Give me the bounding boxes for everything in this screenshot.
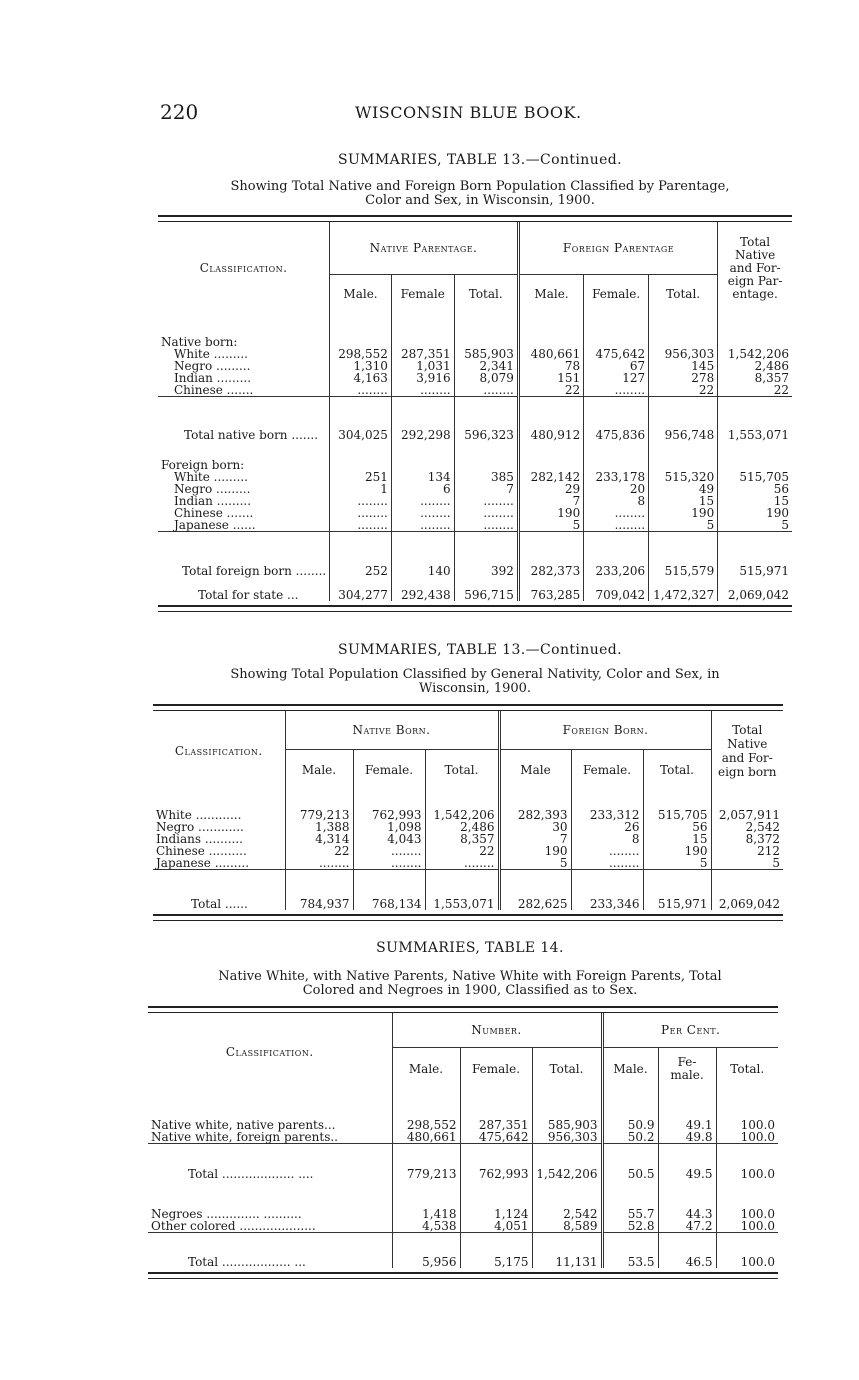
data-cell: 100.0: [716, 1091, 778, 1131]
data-cell: 515,705: [718, 471, 792, 483]
page-number: 220: [160, 100, 199, 124]
data-cell: 475,836: [584, 397, 649, 441]
data-cell: 282,625: [499, 870, 571, 910]
total-header: Total.: [532, 1047, 602, 1091]
data-cell: 8,357: [718, 372, 792, 384]
data-cell: 709,042: [584, 577, 649, 601]
row-label: Native white, native parents...: [151, 1118, 336, 1132]
female-header: Female.: [353, 749, 425, 791]
data-cell: 1,542,206: [718, 348, 792, 360]
data-cell: 298,552: [330, 348, 392, 360]
data-cell: 22: [718, 384, 792, 397]
data-cell: 304,025: [330, 397, 392, 441]
data-cell: 1,418: [392, 1180, 460, 1220]
data-cell: 67: [584, 360, 649, 372]
data-cell: 1,472,327: [649, 577, 718, 601]
data-cell: [584, 441, 649, 471]
data-cell: 22: [285, 845, 353, 857]
data-cell: [718, 314, 792, 348]
data-cell: 26: [571, 821, 643, 833]
data-cell: 4,163: [330, 372, 392, 384]
data-cell: 515,579: [649, 531, 718, 577]
male-header: Male.: [285, 749, 353, 791]
data-cell: 140: [391, 531, 454, 577]
data-cell: 29: [518, 483, 583, 495]
data-cell: 956,303: [532, 1131, 602, 1144]
data-cell: [718, 441, 792, 471]
data-cell: ........: [425, 857, 499, 870]
table-bottom-rule: [153, 914, 783, 921]
data-cell: 304,277: [330, 577, 392, 601]
data-cell: 8: [571, 833, 643, 845]
data-cell: 8,589: [532, 1220, 602, 1233]
foreign-female-header: Female.: [571, 749, 643, 791]
data-cell: 2,542: [711, 821, 783, 833]
data-cell: [454, 314, 518, 348]
table-row: [158, 519, 792, 532]
row-label: Chinese .......: [174, 505, 254, 520]
data-cell: ........: [454, 519, 518, 532]
data-cell: 190: [518, 507, 583, 519]
data-cell: 52.8: [602, 1220, 658, 1233]
table-row: [153, 857, 783, 870]
data-cell: 292,438: [391, 577, 454, 601]
table-bottom-rule: [148, 1272, 778, 1279]
row-label: Negro ............: [156, 820, 244, 834]
data-cell: ........: [353, 845, 425, 857]
classification-header: Classification.: [174, 744, 263, 758]
data-cell: 190: [499, 845, 571, 857]
data-cell: ........: [353, 857, 425, 870]
data-cell: 515,320: [649, 471, 718, 483]
data-cell: 20: [584, 483, 649, 495]
row-label: Indian .........: [174, 371, 252, 385]
data-cell: 4,051: [460, 1220, 532, 1233]
foreign-total-header: Total.: [643, 749, 711, 791]
hdr-line: Total: [740, 234, 771, 249]
data-cell: 475,642: [460, 1131, 532, 1144]
data-cell: 2,486: [718, 360, 792, 372]
row-label: Chinese ..........: [156, 844, 247, 858]
data-cell: 515,971: [643, 870, 711, 910]
row-label: Foreign born:: [161, 457, 245, 472]
table-row: [148, 1232, 778, 1268]
data-cell: 2,069,042: [718, 577, 792, 601]
male-header: Male.: [392, 1047, 460, 1091]
row-label: White .........: [174, 347, 248, 361]
data-cell: 233,178: [584, 471, 649, 483]
per-cent-total-header: Total.: [716, 1047, 778, 1091]
table-row: [158, 507, 792, 519]
data-cell: [391, 314, 454, 348]
data-cell: 515,971: [718, 531, 792, 577]
data-cell: 30: [499, 821, 571, 833]
data-cell: ........: [391, 507, 454, 519]
data-cell: 2,486: [425, 821, 499, 833]
per-cent-female-header: [658, 1047, 716, 1091]
data-cell: 233,312: [571, 791, 643, 821]
data-cell: 50.2: [602, 1131, 658, 1144]
table-row: [148, 1220, 778, 1233]
data-cell: ........: [391, 384, 454, 397]
data-cell: 956,748: [649, 397, 718, 441]
row-label: Other colored ....................: [151, 1218, 316, 1233]
data-cell: 11,131: [532, 1232, 602, 1268]
total-header: Total.: [454, 274, 518, 314]
data-cell: ........: [285, 857, 353, 870]
data-cell: 5: [649, 519, 718, 532]
row-label: Total for state ...: [198, 588, 299, 602]
data-cell: 49.1: [658, 1091, 716, 1131]
data-cell: 779,213: [285, 791, 353, 821]
data-cell: 6: [391, 483, 454, 495]
data-cell: 22: [649, 384, 718, 397]
data-cell: 1,388: [285, 821, 353, 833]
table-row: [148, 1180, 778, 1220]
data-cell: 49.8: [658, 1131, 716, 1144]
data-cell: 4,043: [353, 833, 425, 845]
data-cell: 8: [584, 495, 649, 507]
data-cell: 5,956: [392, 1232, 460, 1268]
data-cell: 190: [643, 845, 711, 857]
foreign-total-header: Total.: [649, 274, 718, 314]
data-cell: 292,298: [391, 397, 454, 441]
data-cell: 56: [718, 483, 792, 495]
data-cell: 475,642: [584, 348, 649, 360]
data-cell: ........: [330, 507, 392, 519]
data-cell: 233,346: [571, 870, 643, 910]
data-cell: [584, 314, 649, 348]
data-cell: 8,079: [454, 372, 518, 384]
data-cell: 100.0: [716, 1220, 778, 1233]
data-cell: 1,542,206: [532, 1144, 602, 1180]
hdr-line: eign Par-: [727, 273, 783, 288]
table-row: [158, 372, 792, 384]
table-row: [158, 495, 792, 507]
data-cell: 8,372: [711, 833, 783, 845]
section1-top-rule: [158, 215, 792, 222]
hdr-line: entage.: [732, 286, 778, 301]
table-row: [153, 791, 783, 821]
data-cell: 1,542,206: [425, 791, 499, 821]
hdr-line: and For-: [721, 751, 773, 765]
data-cell: 5,175: [460, 1232, 532, 1268]
table-13-parentage-body: [158, 314, 792, 601]
data-cell: ........: [330, 384, 392, 397]
hdr-line: eign born: [717, 765, 777, 779]
section3-top-rule: [148, 1006, 778, 1013]
data-cell: 1,031: [391, 360, 454, 372]
data-cell: 100.0: [716, 1232, 778, 1268]
data-cell: 50.9: [602, 1091, 658, 1131]
foreign-male-header: Male: [499, 749, 571, 791]
data-cell: ........: [391, 519, 454, 532]
native-parentage-header: Native Parentage.: [330, 222, 519, 274]
data-cell: 56: [643, 821, 711, 833]
data-cell: 956,303: [649, 348, 718, 360]
row-label: Japanese ......: [174, 517, 256, 532]
data-cell: 779,213: [392, 1144, 460, 1180]
data-cell: 8,357: [425, 833, 499, 845]
data-cell: 5: [718, 519, 792, 532]
foreign-female-header: Female.: [584, 274, 649, 314]
total-native-foreign-header: [718, 222, 792, 314]
data-cell: 385: [454, 471, 518, 483]
data-cell: 2,069,042: [711, 870, 783, 910]
data-cell: 1: [330, 483, 392, 495]
table-row: [158, 397, 792, 441]
data-cell: 2,341: [454, 360, 518, 372]
data-cell: 190: [718, 507, 792, 519]
table-14-sex-body: [148, 1091, 778, 1268]
data-cell: [518, 441, 583, 471]
data-cell: 1,098: [353, 821, 425, 833]
data-cell: 46.5: [658, 1232, 716, 1268]
data-cell: 78: [518, 360, 583, 372]
foreign-parentage-header: Foreign Parentage: [518, 222, 717, 274]
data-cell: ........: [454, 384, 518, 397]
data-cell: [649, 314, 718, 348]
hdr-line: and For-: [729, 260, 781, 275]
hdr-line: Total: [732, 723, 763, 737]
data-cell: 392: [454, 531, 518, 577]
row-label: Negroes .............. ..........: [151, 1206, 302, 1221]
female-header: Female.: [460, 1047, 532, 1091]
row-label: Indian .........: [174, 493, 252, 508]
table-row: [158, 531, 792, 577]
female-header: Female: [391, 274, 454, 314]
data-cell: 287,351: [460, 1091, 532, 1131]
data-cell: 1,310: [330, 360, 392, 372]
hdr-line: Native: [727, 737, 768, 751]
classification-header: Classification.: [225, 1045, 314, 1059]
table-13-nativity: [153, 711, 783, 910]
row-label: Japanese .........: [156, 856, 250, 870]
table-row: [158, 577, 792, 601]
table-row: [158, 384, 792, 397]
male-header: Male.: [330, 274, 392, 314]
data-cell: 768,134: [353, 870, 425, 910]
data-cell: 1,553,071: [425, 870, 499, 910]
row-label: Indians ..........: [156, 832, 243, 846]
data-cell: 1,553,071: [718, 397, 792, 441]
data-cell: 287,351: [391, 348, 454, 360]
hdr-line: male.: [670, 1068, 704, 1083]
data-cell: [454, 441, 518, 471]
data-cell: 5: [643, 857, 711, 870]
row-label: Native born:: [161, 335, 238, 349]
data-cell: 53.5: [602, 1232, 658, 1268]
table-13-nativity-body: [153, 791, 783, 910]
data-cell: 2,057,911: [711, 791, 783, 821]
data-cell: 298,552: [392, 1091, 460, 1131]
data-cell: 7: [454, 483, 518, 495]
table-row: [148, 1144, 778, 1180]
data-cell: 784,937: [285, 870, 353, 910]
classification-header: Classification.: [199, 261, 288, 275]
foreign-male-header: Male.: [518, 274, 583, 314]
data-cell: 480,661: [392, 1131, 460, 1144]
data-cell: 762,993: [353, 791, 425, 821]
row-label: Negro .........: [174, 359, 251, 373]
data-cell: 15: [643, 833, 711, 845]
data-cell: 252: [330, 531, 392, 577]
row-label: Chinese .......: [174, 383, 254, 397]
data-cell: 100.0: [716, 1144, 778, 1180]
data-cell: 1,124: [460, 1180, 532, 1220]
data-cell: 480,912: [518, 397, 583, 441]
row-label: Total ......: [191, 896, 248, 911]
data-cell: [649, 441, 718, 471]
row-label: Total foreign born ........: [182, 564, 327, 578]
row-label: White .........: [174, 469, 248, 484]
data-cell: 5: [518, 519, 583, 532]
data-cell: [330, 441, 392, 471]
table-14-sex: [148, 1013, 778, 1268]
table-13-parentage: [158, 222, 792, 601]
data-cell: [391, 441, 454, 471]
section2-top-rule: [153, 704, 783, 711]
data-cell: ........: [584, 507, 649, 519]
number-header: Number.: [392, 1013, 602, 1047]
data-cell: 100.0: [716, 1131, 778, 1144]
data-cell: 212: [711, 845, 783, 857]
data-cell: ........: [391, 495, 454, 507]
data-cell: 49: [649, 483, 718, 495]
section3-subtitle-2: Colored and Negroes in 1900, Classified as to Sex.: [302, 983, 638, 998]
data-cell: 763,285: [518, 577, 583, 601]
per-cent-header: Per Cent.: [602, 1013, 778, 1047]
data-cell: 480,661: [518, 348, 583, 360]
data-cell: 50.5: [602, 1144, 658, 1180]
data-cell: 596,323: [454, 397, 518, 441]
per-cent-male-header: Male.: [602, 1047, 658, 1091]
data-cell: 151: [518, 372, 583, 384]
table-row: [158, 314, 792, 348]
data-cell: 251: [330, 471, 392, 483]
row-label: Native white, foreign parents..: [151, 1130, 338, 1144]
table-row: [148, 1091, 778, 1131]
section1-subtitle-1: Showing Total Native and Foreign Born Population Classified by Parentage,: [230, 179, 730, 194]
data-cell: ........: [584, 519, 649, 532]
data-cell: 44.3: [658, 1180, 716, 1220]
section2-subtitle-2: Wisconsin, 1900.: [418, 681, 532, 696]
data-cell: 145: [649, 360, 718, 372]
data-cell: [518, 314, 583, 348]
total-header: Total.: [425, 749, 499, 791]
table-row: [148, 1131, 778, 1144]
row-label: Total native born .......: [184, 427, 319, 442]
data-cell: ........: [454, 507, 518, 519]
running-head: [160, 100, 800, 130]
data-cell: 5: [711, 857, 783, 870]
data-cell: 5: [499, 857, 571, 870]
data-cell: 47.2: [658, 1220, 716, 1233]
data-cell: 282,142: [518, 471, 583, 483]
data-cell: 233,206: [584, 531, 649, 577]
table-row: [158, 483, 792, 495]
hdr-line: Native: [735, 247, 776, 262]
row-label: Total ................... ....: [188, 1166, 314, 1181]
data-cell: 585,903: [454, 348, 518, 360]
row-label: Negro .........: [174, 481, 251, 496]
data-cell: ........: [454, 495, 518, 507]
data-cell: ........: [584, 384, 649, 397]
data-cell: 55.7: [602, 1180, 658, 1220]
foreign-born-header: Foreign Born.: [499, 711, 711, 749]
section1-subtitle-2: Color and Sex, in Wisconsin, 1900.: [365, 193, 595, 208]
book-title: WISCONSIN BLUE BOOK.: [355, 103, 582, 122]
total-native-foreign-header: [711, 711, 783, 791]
data-cell: 22: [425, 845, 499, 857]
data-cell: 49.5: [658, 1144, 716, 1180]
data-cell: [330, 314, 392, 348]
native-born-header: Native Born.: [285, 711, 499, 749]
data-cell: 7: [499, 833, 571, 845]
row-label: Total .................. ...: [188, 1255, 306, 1269]
data-cell: 282,393: [499, 791, 571, 821]
section3-subtitle-1: Native White, with Native Parents, Native White with Foreign Parents, Total: [218, 969, 722, 984]
data-cell: 15: [649, 495, 718, 507]
hdr-line: Fe-: [677, 1055, 697, 1070]
table-bottom-rule: [158, 605, 792, 612]
data-cell: 585,903: [532, 1091, 602, 1131]
data-cell: 3,916: [391, 372, 454, 384]
section1-title: SUMMARIES, TABLE 13.—Continued.: [337, 152, 623, 168]
table-row: [158, 471, 792, 483]
data-cell: 127: [584, 372, 649, 384]
data-cell: 7: [518, 495, 583, 507]
data-cell: 762,993: [460, 1144, 532, 1180]
data-cell: 515,705: [643, 791, 711, 821]
data-cell: 278: [649, 372, 718, 384]
section3-title: SUMMARIES, TABLE 14.: [376, 940, 564, 956]
data-cell: 134: [391, 471, 454, 483]
row-label: White ............: [156, 808, 242, 822]
data-cell: ........: [571, 845, 643, 857]
data-cell: 15: [718, 495, 792, 507]
data-cell: ........: [330, 495, 392, 507]
data-cell: ........: [330, 519, 392, 532]
data-cell: 2,542: [532, 1180, 602, 1220]
data-cell: 4,538: [392, 1220, 460, 1233]
data-cell: 4,314: [285, 833, 353, 845]
table-row: [158, 441, 792, 471]
data-cell: 190: [649, 507, 718, 519]
data-cell: ........: [571, 857, 643, 870]
table-row: [153, 870, 783, 910]
data-cell: 596,715: [454, 577, 518, 601]
section2-title: SUMMARIES, TABLE 13.—Continued.: [337, 642, 623, 658]
data-cell: 282,373: [518, 531, 583, 577]
data-cell: 22: [518, 384, 583, 397]
section2-subtitle-1: Showing Total Population Classified by General Nativity, Color and Sex, in: [230, 667, 720, 682]
data-cell: 100.0: [716, 1180, 778, 1220]
